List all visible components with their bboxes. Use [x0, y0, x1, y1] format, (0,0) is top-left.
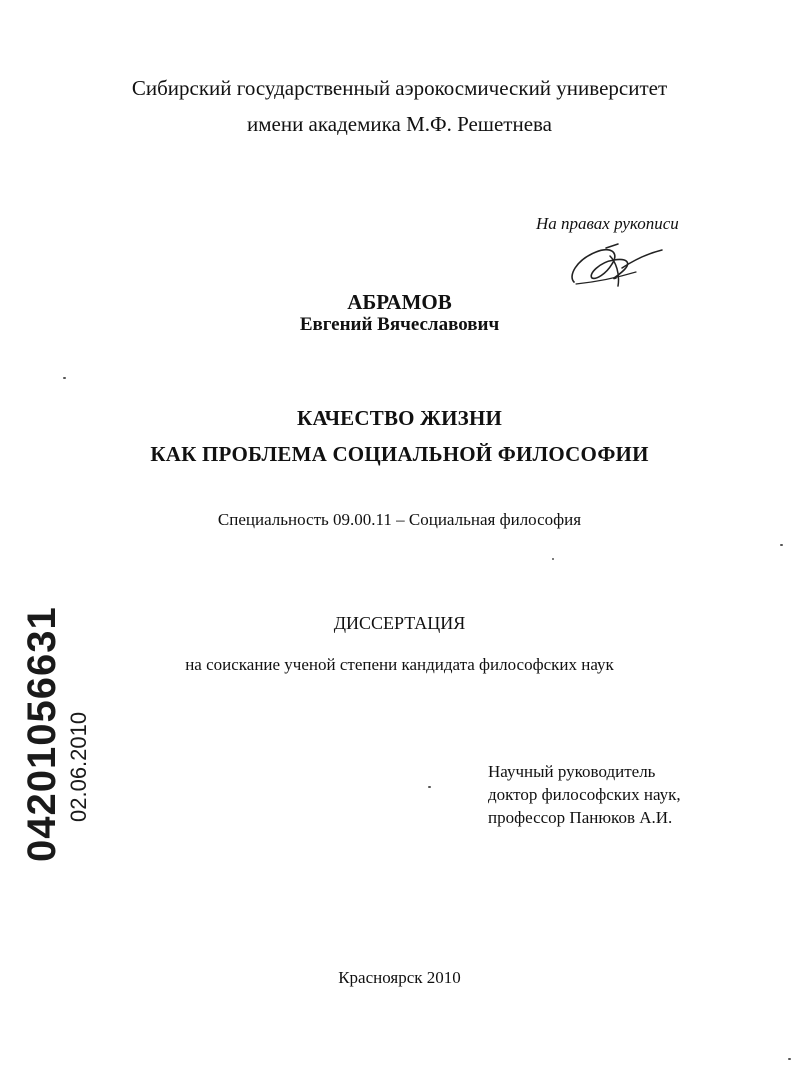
university-name: Сибирский государственный аэрокосмический университет [131, 76, 668, 100]
signature [566, 238, 666, 290]
advisor-name: профессор Панюков А.И. [488, 808, 673, 827]
scan-speck [428, 786, 431, 788]
university-named-after: имени академика М.Ф. Решетнева [246, 112, 552, 136]
advisor-block [488, 760, 681, 829]
author-first-names: Евгений Вячеславович [299, 314, 500, 335]
degree-statement: на соискание ученой степени кандидата философских наук [185, 655, 614, 674]
scan-speck [552, 558, 554, 560]
library-stamp-number: 04201056631 [20, 606, 64, 862]
library-stamp-date: 02.06.2010 [66, 711, 91, 822]
advisor-role: Научный руководитель [488, 762, 656, 781]
dissertation-title-line2: КАК ПРОБЛЕМА СОЦИАЛЬНОЙ ФИЛОСОФИИ [150, 442, 649, 466]
scan-speck [788, 1058, 791, 1060]
rights-note: На правах рукописи [536, 214, 679, 233]
document-type: ДИССЕРТАЦИЯ [333, 613, 466, 633]
scan-speck [63, 377, 66, 379]
dissertation-title-line1: КАЧЕСТВО ЖИЗНИ [296, 406, 503, 430]
city-year: Красноярск 2010 [338, 968, 461, 987]
specialty: Специальность 09.00.11 – Социальная философия [217, 510, 582, 529]
scan-speck [780, 544, 783, 546]
author-last-name: АБРАМОВ [347, 290, 452, 314]
advisor-degree: доктор философских наук, [488, 785, 681, 804]
